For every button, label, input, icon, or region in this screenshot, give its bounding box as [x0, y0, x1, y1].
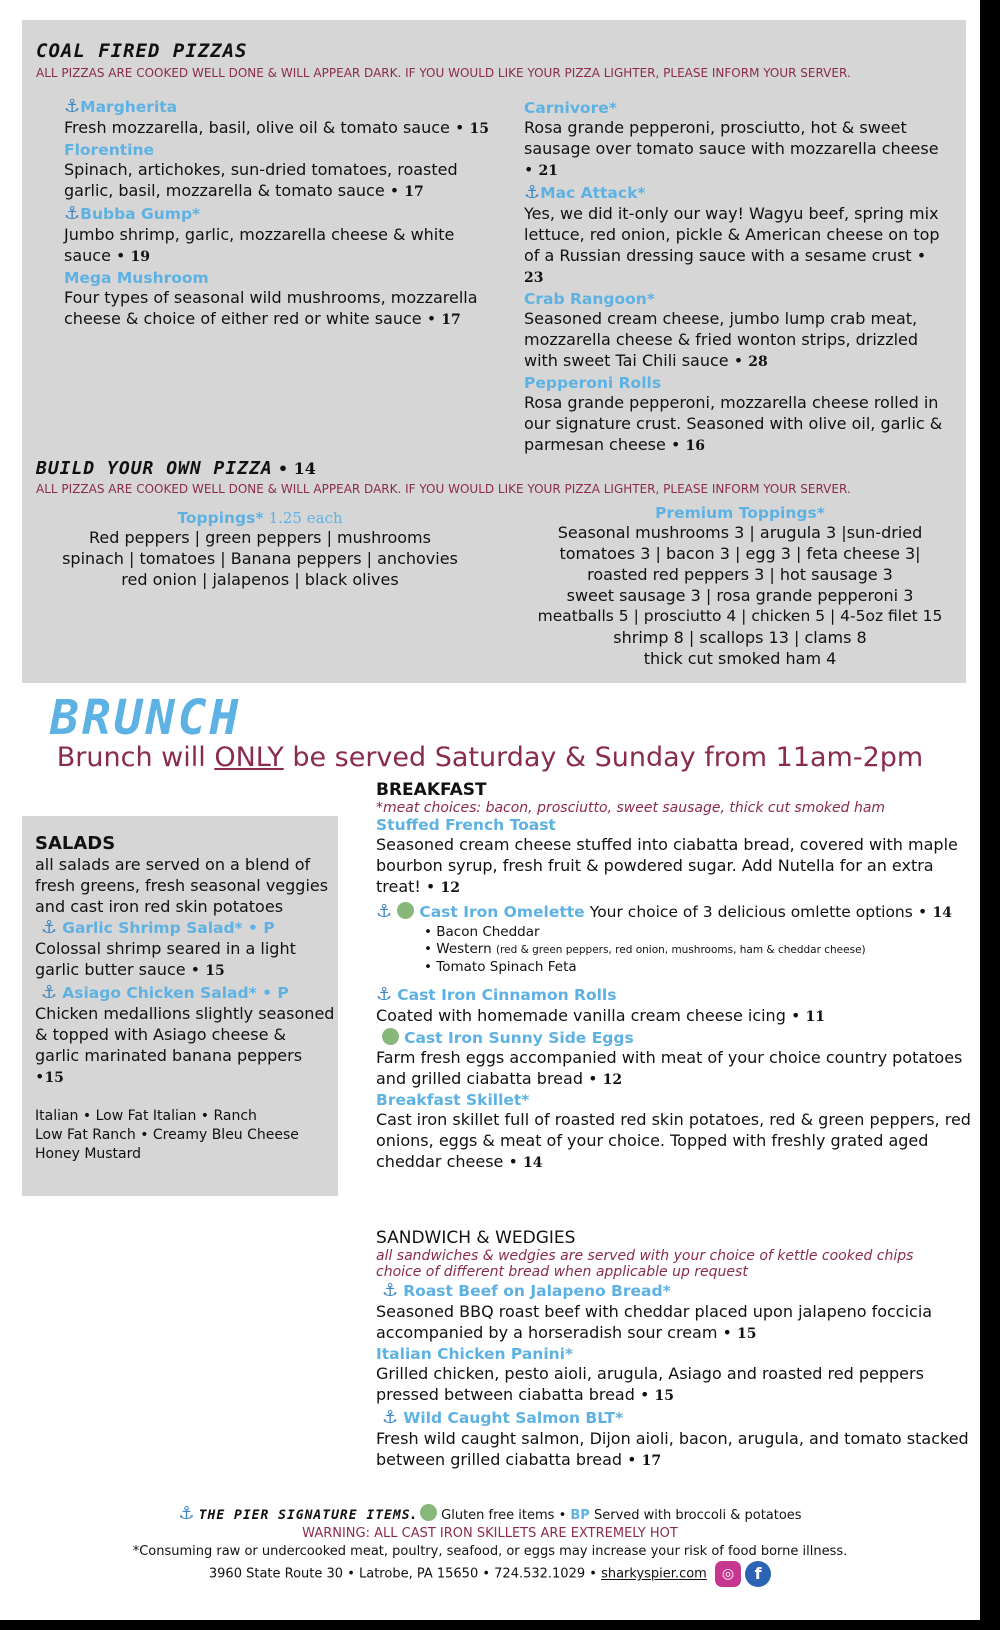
item-name: Cast Iron Cinnamon Rolls: [397, 986, 617, 1004]
gluten-free-icon: [382, 1028, 399, 1045]
item-price: 12: [602, 1072, 623, 1088]
item-desc: Grilled chicken, pesto aioli, arugula, Asiago and roasted red peppers pressed between ciabatta bread: [376, 1364, 924, 1404]
brunch-title: BRUNCH: [50, 690, 242, 746]
premium-title: Premium Toppings*: [655, 504, 825, 522]
premium-line: meatballs 5 | prosciutto 4 | chicken 5 | 4-5oz filet 15: [537, 607, 943, 625]
item-desc: Cast iron skillet full of roasted red skin potatoes, red & green peppers, red onions, eggs & meat of your choice. Topped with freshly grated aged cheddar cheese: [376, 1110, 971, 1171]
bp-label: Served with broccoli & potatoes: [593, 1508, 802, 1523]
breakfast-block: BREAKFAST *meat choices: bacon, prosciutto, sweet sausage, thick cut smoked ham Stuffed French Toast Seasoned cream cheese stuffed into ciabatta bread, covered with maple bourbon syrup, fresh fruit & powdered sugar. Add Nutella for an extra treat! • 12 ⚓ Cast Iron Omelette Your choice of 3 delicious omlette options • 14 • Bacon Cheddar • Western (red & green peppers, red onion, mushrooms, ham & cheddar cheese) • Tomato Spinach Feta ⚓ Cast Iron Cinnamon Rolls Coated with homemade vanilla cream cheese icing • 11 Cast Iron Sunny Side Eggs Farm fresh eggs accompanied with meat of your choice country potatoes and grilled ciabatta bread • 12 Breakfast Skillet* Cast iron skillet full of roasted red skin potatoes, red & green peppers, red onions, eggs & meat of your choice. Topped with freshly grated aged cheddar cheese • 14: [376, 780, 976, 1174]
item-price: 28: [748, 354, 768, 370]
gluten-free-icon: [420, 1504, 437, 1521]
item-price: 17: [404, 184, 424, 200]
gluten-label: Gluten free items: [441, 1508, 555, 1523]
item-name: Italian Chicken Panini*: [376, 1345, 574, 1363]
item-desc: Jumbo shrimp, garlic, mozzarella cheese & white sauce: [64, 225, 455, 265]
premium-line: sweet sausage 3 | rosa grande pepperoni 3: [566, 586, 914, 605]
premium-toppings-block: [520, 504, 960, 669]
signature-label: THE PIER SIGNATURE ITEMS: [198, 1508, 411, 1523]
item-price: 19: [130, 249, 151, 265]
item-desc: Fresh wild caught salmon, Dijon aioli, bacon, arugula, and tomato stacked between grilled ciabatta bread: [376, 1429, 969, 1469]
premium-line: Seasonal mushrooms 3 | arugula 3 |sun-dried: [557, 523, 923, 542]
item-desc: Yes, we did it-only our way! Wagyu beef, spring mix lettuce, red onion, pickle & American cheese on top of a Russian dressing sauce with a sesame crust: [524, 204, 940, 265]
build-title-row: BUILD YOUR OWN PIZZA • 14: [36, 458, 316, 479]
omelette-option: Bacon Cheddar: [436, 924, 540, 940]
item-name: Mega Mushroom: [64, 269, 209, 287]
item-desc: Coated with homemade vanilla cream cheese icing: [376, 1006, 786, 1025]
western-note: (red & green peppers, red onion, mushrooms, ham & cheddar cheese): [495, 944, 866, 956]
address-row: [0, 1561, 980, 1587]
item-name: Pepperoni Rolls: [524, 374, 662, 392]
build-title: BUILD YOUR OWN PIZZA: [36, 458, 273, 479]
item-price: 14: [522, 1155, 543, 1171]
address: 3960 State Route 30 • Latrobe, PA 15650 • 724.532.1029 •: [208, 1566, 602, 1582]
toppings-block: [50, 508, 470, 590]
sandwich-note: all sandwiches & wedgies are served with your choice of kettle cooked chips: [376, 1248, 914, 1264]
menu-item: Pepperoni Rolls Rosa grande pepperoni, mozzarella cheese rolled in our signature crust. Seasoned with olive oil, garlic & parmesan cheese • 16: [524, 374, 943, 454]
menu-item: Carnivore* Rosa grande pepperoni, prosciutto, hot & sweet sausage over tomato sauce with mozzarella cheese • 21: [524, 99, 939, 179]
item-name: Breakfast Skillet*: [376, 1091, 530, 1109]
anchor-icon: ⚓: [376, 984, 393, 1005]
item-name: Stuffed French Toast: [376, 816, 556, 834]
item-desc: Seasoned cream cheese, jumbo lump crab meat, mozzarella cheese & fried wonton strips, drizzled with sweet Tai Chili sauce: [524, 309, 919, 370]
item-name: Carnivore*: [524, 99, 617, 117]
consume-warning: *Consuming raw or undercooked meat, poultry, seafood, or eggs may increase your risk of food borne illness.: [132, 1544, 848, 1559]
anchor-icon: ⚓: [178, 1503, 195, 1524]
menu-item: ⚓Bubba Gump* Jumbo shrimp, garlic, mozzarella cheese & white sauce • 19: [64, 203, 455, 265]
toppings-line: spinach | tomatoes | Banana peppers | anchovies: [62, 549, 458, 568]
pizza-left-column: [64, 96, 494, 331]
omelette-option: Tomato Spinach Feta: [436, 959, 577, 975]
item-price: 14: [932, 905, 952, 921]
menu-item: ⚓ Asiago Chicken Salad* • P Chicken medallions slightly seasoned & topped with Asiago cheese & garlic marinated banana peppers •15: [35, 982, 335, 1086]
pizzas-notice: ALL PIZZAS ARE COOKED WELL DONE & WILL APPEAR DARK. IF YOU WOULD LIKE YOUR PIZZA LIGHTER, PLEASE INFORM YOUR SERVER.: [36, 66, 851, 80]
bp-badge: BP: [570, 1508, 590, 1523]
sandwich-title: SANDWICH & WEDGIES: [376, 1228, 576, 1248]
premium-line: thick cut smoked ham 4: [643, 649, 837, 668]
item-name: Wild Caught Salmon BLT*: [403, 1409, 624, 1427]
dressing-line: Italian • Low Fat Italian • Ranch: [35, 1108, 257, 1124]
item-name: Margherita: [80, 98, 178, 116]
item-desc: Farm fresh eggs accompanied with meat of your choice country potatoes and grilled ciabatta bread: [376, 1048, 963, 1088]
footer: [0, 1504, 980, 1587]
item-desc: Rosa grande pepperoni, mozzarella cheese rolled in our signature crust. Seasoned with olive oil, garlic & parmesan cheese: [524, 393, 943, 454]
item-desc: Your choice of 3 delicious omlette options: [589, 903, 913, 921]
item-desc: Spinach, artichokes, sun-dried tomatoes, roasted garlic, basil, mozzarella & tomato sauce: [64, 160, 458, 200]
dressing-line: Honey Mustard: [35, 1146, 142, 1162]
breakfast-note: *meat choices: bacon, prosciutto, sweet sausage, thick cut smoked ham: [376, 800, 886, 816]
toppings-price: 1.25 each: [268, 509, 343, 527]
item-price: 15: [44, 1070, 64, 1086]
website-link[interactable]: sharkyspier.com: [601, 1566, 707, 1582]
anchor-icon: ⚓: [64, 96, 81, 117]
item-name: Florentine: [64, 141, 155, 159]
gluten-free-icon: [397, 902, 414, 919]
build-notice: ALL PIZZAS ARE COOKED WELL DONE & WILL APPEAR DARK. IF YOU WOULD LIKE YOUR PIZZA LIGHTER, PLEASE INFORM YOUR SERVER.: [36, 482, 851, 496]
item-name: Cast Iron Sunny Side Eggs: [404, 1029, 634, 1047]
item-price: 16: [685, 438, 705, 454]
instagram-icon[interactable]: ◎: [715, 1561, 741, 1587]
salads-block: [35, 833, 335, 1164]
item-price: 11: [805, 1009, 825, 1025]
legend-row: ⚓ THE PIER SIGNATURE ITEMS. Gluten free items • BP Served with broccoli & potatoes: [178, 1503, 802, 1524]
item-name: Crab Rangoon*: [524, 290, 655, 308]
sandwich-block: SANDWICH & WEDGIES all sandwiches & wedgies are served with your choice of kettle cooked chips choice of different bread when applicable up request ⚓ Roast Beef on Jalapeno Bread* Seasoned BBQ roast beef with cheddar placed upon jalapeno foccicia accompanied by a horseradish sour cream • 15 Italian Chicken Panini* Grilled chicken, pesto aioli, arugula, Asiago and roasted red peppers pressed between ciabatta bread • 15 ⚓ Wild Caught Salmon BLT* Fresh wild caught salmon, Dijon aioli, bacon, arugula, and tomato stacked between grilled ciabatta bread • 17: [376, 1228, 976, 1472]
breakfast-title: BREAKFAST: [376, 780, 487, 800]
toppings-line: Red peppers | green peppers | mushrooms: [89, 528, 431, 547]
item-price: 15: [737, 1326, 757, 1342]
menu-item: ⚓Mac Attack* Yes, we did it-only our way! Wagyu beef, spring mix lettuce, red onion, pickle & American cheese on top of a Russian dressing sauce with a sesame crust • 23: [524, 182, 940, 286]
item-price: 17: [641, 1453, 662, 1469]
anchor-icon: ⚓: [382, 1407, 399, 1428]
item-price: 15: [469, 121, 489, 137]
item-price: 21: [538, 163, 559, 179]
toppings-title: Toppings*: [177, 509, 264, 527]
menu-item: ⚓Margherita Fresh mozzarella, basil, olive oil & tomato sauce • 15: [64, 96, 489, 137]
item-price: 15: [654, 1388, 674, 1404]
omelette-option: Western: [436, 941, 492, 957]
item-name: Asiago Chicken Salad* • P: [62, 984, 289, 1002]
salads-title: SALADS: [35, 833, 116, 854]
item-name: Garlic Shrimp Salad* • P: [62, 919, 275, 937]
item-price: 23: [524, 270, 544, 286]
premium-line: tomatoes 3 | bacon 3 | egg 3 | feta cheese 3|: [559, 544, 921, 563]
warning-text: WARNING: ALL CAST IRON SKILLETS ARE EXTREMELY HOT: [302, 1526, 678, 1541]
pizzas-title: COAL FIRED PIZZAS: [36, 40, 248, 62]
anchor-icon: ⚓: [64, 203, 81, 224]
anchor-icon: ⚓: [41, 917, 58, 938]
sandwich-note: choice of different bread when applicable up request: [376, 1264, 748, 1280]
item-desc: Seasoned BBQ roast beef with cheddar placed upon jalapeno foccicia accompanied by a horseradish sour cream: [376, 1302, 933, 1342]
menu-item: Florentine Spinach, artichokes, sun-dried tomatoes, roasted garlic, basil, mozzarella & tomato sauce • 17: [64, 141, 458, 200]
premium-line: shrimp 8 | scallops 13 | clams 8: [613, 628, 867, 647]
facebook-icon[interactable]: f: [745, 1561, 771, 1587]
salads-intro: all salads are served on a blend of fresh greens, fresh seasonal veggies and cast iron red skin potatoes: [35, 855, 329, 916]
item-price: 17: [441, 312, 461, 328]
pizza-right-column: [524, 98, 944, 457]
anchor-icon: ⚓: [41, 982, 58, 1003]
dressing-line: Low Fat Ranch • Creamy Bleu Cheese: [35, 1127, 299, 1143]
item-desc: Colossal shrimp seared in a light garlic butter sauce: [35, 939, 296, 979]
item-desc: Fresh mozzarella, basil, olive oil & tomato sauce: [64, 118, 450, 137]
menu-item: Mega Mushroom Four types of seasonal wild mushrooms, mozzarella cheese & choice of either red or white sauce • 17: [64, 269, 478, 328]
item-price: 12: [440, 880, 460, 896]
anchor-icon: ⚓: [524, 182, 541, 203]
item-price: 15: [205, 963, 225, 979]
item-name: Cast Iron Omelette: [419, 903, 585, 921]
item-name: Roast Beef on Jalapeno Bread*: [403, 1282, 671, 1300]
anchor-icon: ⚓: [376, 901, 393, 922]
item-desc: Rosa grande pepperoni, prosciutto, hot & sweet sausage over tomato sauce with mozzarella cheese: [524, 118, 939, 158]
item-desc: Chicken medallions slightly seasoned & topped with Asiago cheese & garlic marinated banana peppers: [35, 1004, 335, 1065]
brunch-subtitle: Brunch will ONLY be served Saturday & Sunday from 11am-2pm: [56, 742, 924, 773]
menu-item: Crab Rangoon* Seasoned cream cheese, jumbo lump crab meat, mozzarella cheese & fried wonton strips, drizzled with sweet Tai Chili sauce • 28: [524, 290, 919, 370]
item-desc: Four types of seasonal wild mushrooms, mozzarella cheese & choice of either red or white sauce: [64, 288, 478, 328]
build-price: 14: [293, 459, 316, 478]
item-desc: Seasoned cream cheese stuffed into ciabatta bread, covered with maple bourbon syrup, fresh fruit & powdered sugar. Add Nutella for an extra treat!: [376, 835, 958, 896]
premium-line: roasted red peppers 3 | hot sausage 3: [587, 565, 893, 584]
item-name: Bubba Gump*: [80, 205, 201, 223]
menu-item: ⚓ Garlic Shrimp Salad* • P Colossal shrimp seared in a light garlic butter sauce • 15: [35, 917, 296, 979]
item-name: Mac Attack*: [540, 184, 646, 202]
anchor-icon: ⚓: [382, 1280, 399, 1301]
toppings-line: red onion | jalapenos | black olives: [121, 570, 399, 589]
